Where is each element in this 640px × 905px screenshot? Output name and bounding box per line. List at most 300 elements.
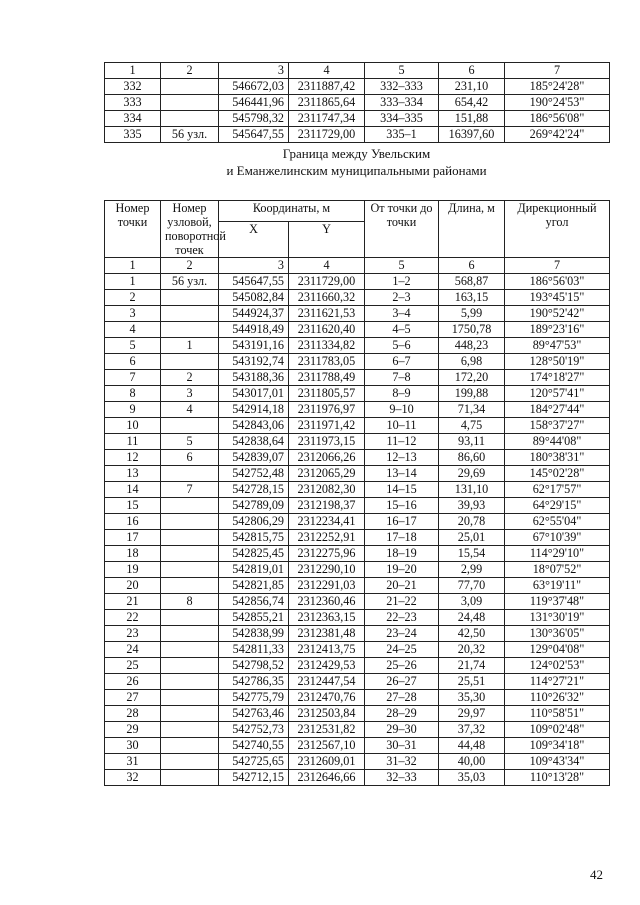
cell-from-to: 12–13 (365, 450, 439, 466)
table-row (105, 290, 610, 306)
column-number-row (105, 63, 610, 79)
table-row (105, 610, 610, 626)
cell-node-no: 8 (161, 594, 219, 610)
cell-from-to: 31–32 (365, 754, 439, 770)
cell-node-no (161, 754, 219, 770)
cell-bearing: 114°27'21" (505, 674, 610, 690)
cell-bearing: 190°24'53" (505, 95, 610, 111)
cell-point-no: 17 (105, 530, 161, 546)
cell-coord-x: 542806,29 (219, 514, 289, 530)
cell-from-to: 13–14 (365, 466, 439, 482)
cell-length: 163,15 (439, 290, 505, 306)
cell-bearing: 109°34'18" (505, 738, 610, 754)
cell-node-no (161, 514, 219, 530)
cell-bearing: 186°56'03" (505, 274, 610, 290)
cell-node-no (161, 722, 219, 738)
cell-length: 44,48 (439, 738, 505, 754)
table-row (105, 450, 610, 466)
cell-node-no (161, 562, 219, 578)
cell-node-no (161, 290, 219, 306)
cell-point-no: 3 (105, 306, 161, 322)
cell-length: 131,10 (439, 482, 505, 498)
cell-bearing: 119°37'48" (505, 594, 610, 610)
cell-coord-y: 2311620,40 (289, 322, 365, 338)
cell-length: 6 (439, 63, 505, 79)
cell-from-to: 22–23 (365, 610, 439, 626)
cell-coord-y: 2312252,91 (289, 530, 365, 546)
cell-node-no: 2 (161, 63, 219, 79)
cell-point-no: 7 (105, 370, 161, 386)
cell-point-no: 4 (105, 322, 161, 338)
table-row (105, 706, 610, 722)
cell-coord-x: 542811,33 (219, 642, 289, 658)
cell-coord-x: 542838,99 (219, 626, 289, 642)
cell-coord-x: 546672,03 (219, 79, 289, 95)
cell-coord-y: 2311887,42 (289, 79, 365, 95)
cell-point-no: 25 (105, 658, 161, 674)
cell-length: 35,30 (439, 690, 505, 706)
cell-bearing: 158°37'27" (505, 418, 610, 434)
cell-coord-y: 2312290,10 (289, 562, 365, 578)
cell-coord-y: 2311783,05 (289, 354, 365, 370)
table-row (105, 402, 610, 418)
cell-coord-y: 4 (289, 258, 365, 274)
cell-length: 654,42 (439, 95, 505, 111)
cell-coord-y: 2311973,15 (289, 434, 365, 450)
cell-bearing: 114°29'10" (505, 546, 610, 562)
cell-from-to: 7–8 (365, 370, 439, 386)
cell-length: 172,20 (439, 370, 505, 386)
cell-node-no (161, 690, 219, 706)
cell-bearing: 145°02'28" (505, 466, 610, 482)
page-number: 42 (590, 867, 603, 882)
cell-point-no: 27 (105, 690, 161, 706)
cell-node-no (161, 306, 219, 322)
cell-bearing: 185°24'28" (505, 79, 610, 95)
cell-coord-x: 542856,74 (219, 594, 289, 610)
header-point-no: Номер точки (105, 201, 161, 258)
cell-coord-x: 544918,49 (219, 322, 289, 338)
cell-point-no: 23 (105, 626, 161, 642)
table-row (105, 770, 610, 786)
cell-bearing: 7 (505, 258, 610, 274)
cell-from-to: 28–29 (365, 706, 439, 722)
table-row (105, 338, 610, 354)
cell-coord-x: 542843,06 (219, 418, 289, 434)
cell-coord-y: 2312470,76 (289, 690, 365, 706)
cell-from-to: 335–1 (365, 127, 439, 143)
cell-from-to: 24–25 (365, 642, 439, 658)
cell-coord-x: 542763,46 (219, 706, 289, 722)
cell-length: 35,03 (439, 770, 505, 786)
cell-coord-x: 545082,84 (219, 290, 289, 306)
table-row (105, 386, 610, 402)
section-title-line1: Граница между Увельским (282, 146, 431, 161)
table-row (105, 111, 610, 127)
coordinates-table-body (105, 258, 610, 786)
cell-coord-x: 542728,15 (219, 482, 289, 498)
cell-node-no (161, 770, 219, 786)
cell-node-no (161, 738, 219, 754)
cell-bearing: 269°42'24" (505, 127, 610, 143)
cell-bearing: 128°50'19" (505, 354, 610, 370)
cell-coord-y: 2311788,49 (289, 370, 365, 386)
table-row (105, 306, 610, 322)
top-table-body (105, 63, 610, 143)
cell-node-no (161, 322, 219, 338)
cell-coord-x: 542798,52 (219, 658, 289, 674)
cell-coord-x: 542825,45 (219, 546, 289, 562)
cell-node-no (161, 578, 219, 594)
cell-point-no: 334 (105, 111, 161, 127)
cell-length: 25,01 (439, 530, 505, 546)
cell-coord-y: 2311865,64 (289, 95, 365, 111)
cell-point-no: 1 (105, 258, 161, 274)
cell-bearing: 193°45'15" (505, 290, 610, 306)
cell-bearing: 190°52'42" (505, 306, 610, 322)
cell-bearing: 109°43'34" (505, 754, 610, 770)
cell-point-no: 333 (105, 95, 161, 111)
table-row (105, 754, 610, 770)
cell-from-to: 26–27 (365, 674, 439, 690)
cell-bearing: 7 (505, 63, 610, 79)
cell-coord-x: 542855,21 (219, 610, 289, 626)
cell-length: 199,88 (439, 386, 505, 402)
cell-node-no (161, 546, 219, 562)
cell-node-no: 56 узл. (161, 274, 219, 290)
cell-point-no: 29 (105, 722, 161, 738)
cell-from-to: 19–20 (365, 562, 439, 578)
cell-from-to: 30–31 (365, 738, 439, 754)
cell-from-to: 14–15 (365, 482, 439, 498)
cell-point-no: 16 (105, 514, 161, 530)
table-row (105, 594, 610, 610)
cell-coord-x: 545647,55 (219, 274, 289, 290)
cell-length: 42,50 (439, 626, 505, 642)
cell-node-no: 4 (161, 402, 219, 418)
cell-from-to: 5 (365, 63, 439, 79)
table-row (105, 738, 610, 754)
cell-length: 16397,60 (439, 127, 505, 143)
cell-coord-x: 542789,09 (219, 498, 289, 514)
table-row (105, 658, 610, 674)
cell-coord-x: 3 (219, 63, 289, 79)
table-row (105, 482, 610, 498)
cell-node-no (161, 354, 219, 370)
cell-length: 20,78 (439, 514, 505, 530)
cell-coord-x: 543188,36 (219, 370, 289, 386)
cell-coord-y: 2312503,84 (289, 706, 365, 722)
cell-bearing: 189°23'16" (505, 322, 610, 338)
cell-node-no: 1 (161, 338, 219, 354)
table-row (105, 95, 610, 111)
cell-node-no: 7 (161, 482, 219, 498)
cell-length: 93,11 (439, 434, 505, 450)
cell-from-to: 21–22 (365, 594, 439, 610)
cell-point-no: 11 (105, 434, 161, 450)
cell-coord-y: 2311621,53 (289, 306, 365, 322)
table-row (105, 322, 610, 338)
cell-coord-y: 2312567,10 (289, 738, 365, 754)
header-y: Y (289, 222, 365, 258)
cell-node-no (161, 658, 219, 674)
cell-from-to: 5 (365, 258, 439, 274)
cell-node-no: 6 (161, 450, 219, 466)
header-x: X (219, 222, 289, 258)
cell-node-no: 56 узл. (161, 127, 219, 143)
cell-coord-y: 2311334,82 (289, 338, 365, 354)
cell-point-no: 13 (105, 466, 161, 482)
cell-node-no (161, 498, 219, 514)
cell-bearing: 109°02'48" (505, 722, 610, 738)
table-row (105, 79, 610, 95)
cell-node-no (161, 79, 219, 95)
cell-node-no (161, 674, 219, 690)
cell-from-to: 16–17 (365, 514, 439, 530)
cell-length: 15,54 (439, 546, 505, 562)
cell-point-no: 26 (105, 674, 161, 690)
cell-point-no: 2 (105, 290, 161, 306)
cell-length: 71,34 (439, 402, 505, 418)
cell-point-no: 8 (105, 386, 161, 402)
cell-coord-y: 2311660,32 (289, 290, 365, 306)
cell-bearing: 64°29'15" (505, 498, 610, 514)
cell-coord-y: 2312609,01 (289, 754, 365, 770)
cell-bearing: 180°38'31" (505, 450, 610, 466)
table-row (105, 370, 610, 386)
cell-coord-x: 543017,01 (219, 386, 289, 402)
cell-bearing: 63°19'11" (505, 578, 610, 594)
column-number-row (105, 258, 610, 274)
cell-point-no: 1 (105, 274, 161, 290)
cell-node-no (161, 530, 219, 546)
cell-length: 20,32 (439, 642, 505, 658)
cell-from-to: 20–21 (365, 578, 439, 594)
cell-from-to: 23–24 (365, 626, 439, 642)
cell-coord-y: 2311976,97 (289, 402, 365, 418)
cell-coord-x: 542740,55 (219, 738, 289, 754)
cell-node-no (161, 111, 219, 127)
cell-point-no: 28 (105, 706, 161, 722)
table-row (105, 354, 610, 370)
table-row (105, 530, 610, 546)
cell-length: 40,00 (439, 754, 505, 770)
cell-node-no (161, 642, 219, 658)
cell-from-to: 11–12 (365, 434, 439, 450)
table-row (105, 466, 610, 482)
section-title-line2: и Еманжелинским муниципальными районами (226, 163, 487, 178)
cell-bearing: 110°13'28" (505, 770, 610, 786)
cell-length: 77,70 (439, 578, 505, 594)
cell-from-to: 9–10 (365, 402, 439, 418)
cell-node-no: 2 (161, 370, 219, 386)
cell-from-to: 29–30 (365, 722, 439, 738)
cell-point-no: 12 (105, 450, 161, 466)
cell-coord-y: 2312531,82 (289, 722, 365, 738)
cell-coord-x: 542752,73 (219, 722, 289, 738)
cell-from-to: 333–334 (365, 95, 439, 111)
cell-coord-y: 2312646,66 (289, 770, 365, 786)
cell-node-no (161, 626, 219, 642)
cell-coord-x: 542839,07 (219, 450, 289, 466)
cell-length: 4,75 (439, 418, 505, 434)
cell-length: 29,69 (439, 466, 505, 482)
cell-point-no: 22 (105, 610, 161, 626)
header-bearing: Дирекционный угол (505, 201, 610, 258)
cell-length: 5,99 (439, 306, 505, 322)
cell-coord-x: 542838,64 (219, 434, 289, 450)
table-row (105, 546, 610, 562)
cell-coord-y: 2312360,46 (289, 594, 365, 610)
coordinates-table (104, 200, 610, 786)
cell-node-no (161, 418, 219, 434)
cell-point-no: 15 (105, 498, 161, 514)
cell-length: 3,09 (439, 594, 505, 610)
cell-from-to: 2–3 (365, 290, 439, 306)
cell-length: 1750,78 (439, 322, 505, 338)
cell-coord-x: 542775,79 (219, 690, 289, 706)
table-row (105, 626, 610, 642)
cell-coord-x: 545647,55 (219, 127, 289, 143)
cell-bearing: 89°44'08" (505, 434, 610, 450)
cell-node-no: 2 (161, 258, 219, 274)
cell-point-no: 24 (105, 642, 161, 658)
cell-coord-x: 543192,74 (219, 354, 289, 370)
table-row (105, 642, 610, 658)
cell-length: 24,48 (439, 610, 505, 626)
cell-coord-y: 2312234,41 (289, 514, 365, 530)
cell-from-to: 15–16 (365, 498, 439, 514)
cell-coord-x: 542821,85 (219, 578, 289, 594)
cell-from-to: 10–11 (365, 418, 439, 434)
cell-bearing: 62°55'04" (505, 514, 610, 530)
header-node-no: Номер узловой, поворотной точек (161, 201, 219, 258)
cell-length: 25,51 (439, 674, 505, 690)
cell-length: 231,10 (439, 79, 505, 95)
cell-length: 151,88 (439, 111, 505, 127)
cell-length: 86,60 (439, 450, 505, 466)
cell-length: 6,98 (439, 354, 505, 370)
cell-from-to: 27–28 (365, 690, 439, 706)
cell-coord-y: 2312082,30 (289, 482, 365, 498)
cell-bearing: 186°56'08" (505, 111, 610, 127)
table-row (105, 274, 610, 290)
cell-coord-x: 542815,75 (219, 530, 289, 546)
table-row (105, 674, 610, 690)
cell-from-to: 6–7 (365, 354, 439, 370)
table-row (105, 418, 610, 434)
cell-from-to: 17–18 (365, 530, 439, 546)
cell-point-no: 32 (105, 770, 161, 786)
cell-point-no: 14 (105, 482, 161, 498)
cell-bearing: 62°17'57" (505, 482, 610, 498)
cell-coord-y: 2311805,57 (289, 386, 365, 402)
cell-bearing: 18°07'52" (505, 562, 610, 578)
cell-coord-x: 542752,48 (219, 466, 289, 482)
cell-coord-x: 542819,01 (219, 562, 289, 578)
cell-coord-y: 4 (289, 63, 365, 79)
cell-point-no: 30 (105, 738, 161, 754)
cell-coord-y: 2312198,37 (289, 498, 365, 514)
cell-point-no: 21 (105, 594, 161, 610)
header-coords: Координаты, м (219, 201, 365, 222)
cell-bearing: 129°04'08" (505, 642, 610, 658)
cell-from-to: 332–333 (365, 79, 439, 95)
cell-point-no: 9 (105, 402, 161, 418)
cell-point-no: 19 (105, 562, 161, 578)
cell-coord-x: 542725,65 (219, 754, 289, 770)
cell-bearing: 131°30'19" (505, 610, 610, 626)
cell-point-no: 10 (105, 418, 161, 434)
cell-from-to: 8–9 (365, 386, 439, 402)
cell-coord-y: 2312291,03 (289, 578, 365, 594)
cell-length: 29,97 (439, 706, 505, 722)
cell-from-to: 4–5 (365, 322, 439, 338)
cell-coord-x: 542786,35 (219, 674, 289, 690)
cell-coord-y: 2312066,26 (289, 450, 365, 466)
cell-from-to: 1–2 (365, 274, 439, 290)
cell-coord-x: 3 (219, 258, 289, 274)
cell-coord-x: 543191,16 (219, 338, 289, 354)
cell-node-no (161, 706, 219, 722)
cell-point-no: 335 (105, 127, 161, 143)
table-row (105, 690, 610, 706)
cell-point-no: 20 (105, 578, 161, 594)
table-row (105, 722, 610, 738)
cell-bearing: 184°27'44" (505, 402, 610, 418)
cell-node-no (161, 95, 219, 111)
cell-coord-x: 542712,15 (219, 770, 289, 786)
cell-length: 6 (439, 258, 505, 274)
cell-coord-y: 2311729,00 (289, 274, 365, 290)
cell-length: 37,32 (439, 722, 505, 738)
cell-node-no: 3 (161, 386, 219, 402)
cell-coord-x: 542914,18 (219, 402, 289, 418)
cell-coord-x: 545798,32 (219, 111, 289, 127)
cell-point-no: 5 (105, 338, 161, 354)
cell-point-no: 31 (105, 754, 161, 770)
cell-length: 568,87 (439, 274, 505, 290)
cell-coord-y: 2312429,53 (289, 658, 365, 674)
cell-coord-y: 2312381,48 (289, 626, 365, 642)
cell-node-no: 5 (161, 434, 219, 450)
table-row (105, 514, 610, 530)
table-row (105, 578, 610, 594)
cell-coord-y: 2312065,29 (289, 466, 365, 482)
cell-coord-x: 546441,96 (219, 95, 289, 111)
cell-coord-x: 544924,37 (219, 306, 289, 322)
cell-from-to: 334–335 (365, 111, 439, 127)
cell-coord-y: 2311747,34 (289, 111, 365, 127)
cell-from-to: 25–26 (365, 658, 439, 674)
cell-from-to: 3–4 (365, 306, 439, 322)
cell-bearing: 120°57'41" (505, 386, 610, 402)
cell-point-no: 1 (105, 63, 161, 79)
cell-node-no (161, 466, 219, 482)
cell-length: 21,74 (439, 658, 505, 674)
cell-coord-y: 2312363,15 (289, 610, 365, 626)
cell-coord-y: 2311729,00 (289, 127, 365, 143)
cell-from-to: 18–19 (365, 546, 439, 562)
table-row (105, 127, 610, 143)
cell-coord-y: 2312275,96 (289, 546, 365, 562)
cell-point-no: 6 (105, 354, 161, 370)
cell-point-no: 332 (105, 79, 161, 95)
top-table (104, 62, 610, 143)
cell-from-to: 5–6 (365, 338, 439, 354)
cell-coord-y: 2312447,54 (289, 674, 365, 690)
table-row (105, 434, 610, 450)
